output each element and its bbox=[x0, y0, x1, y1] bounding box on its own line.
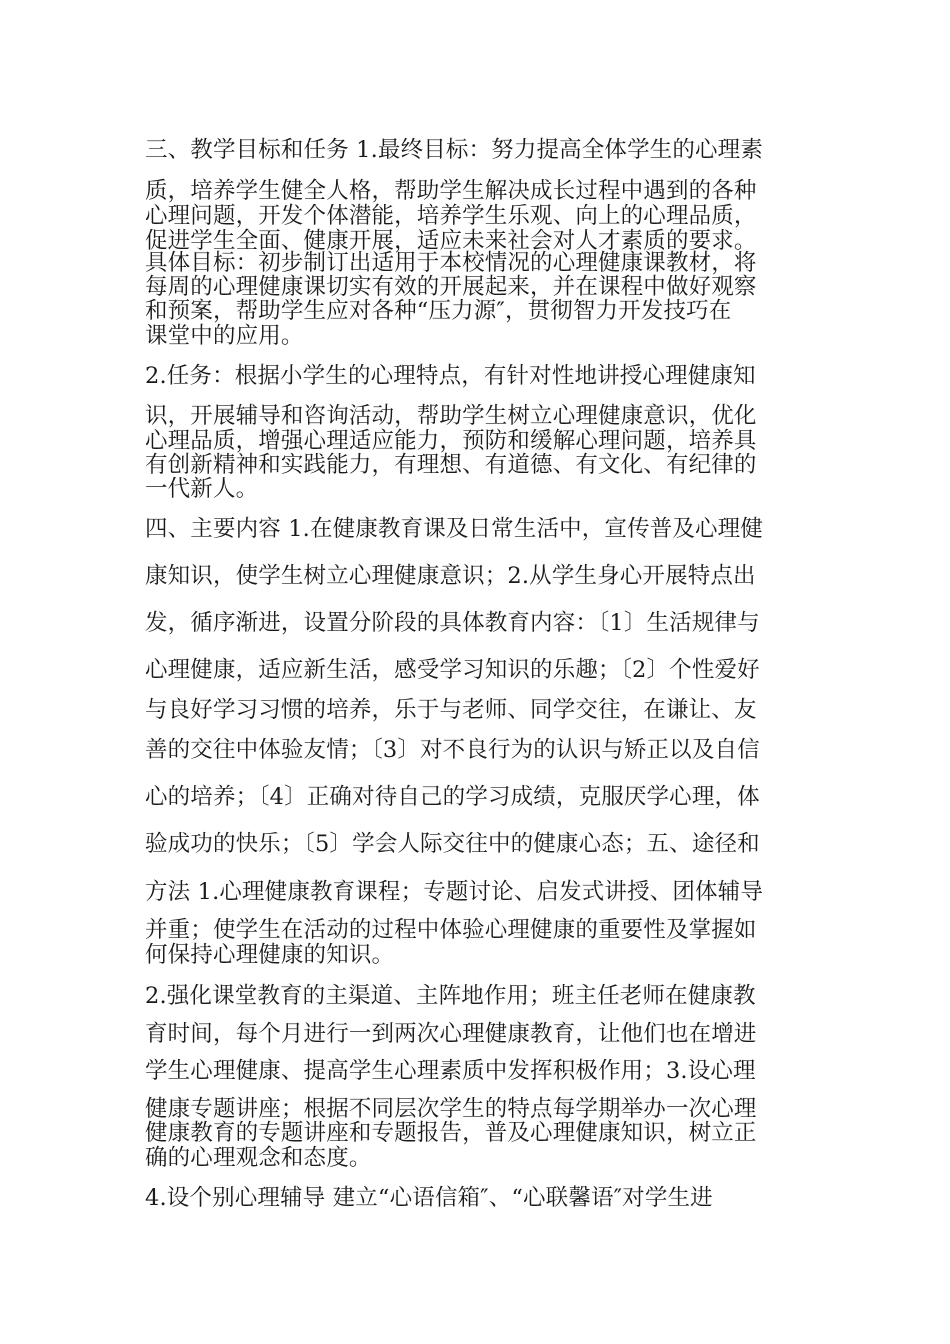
text-line: 和预案，帮助学生应对各种“压力源″，贯彻智力开发技巧在 bbox=[145, 298, 732, 324]
text-line: 四、主要内容 1.在健康教育课及日常生活中，宣传普及心理健 bbox=[145, 516, 763, 542]
text-line: 一代新人。 bbox=[145, 476, 259, 502]
text-line: 心的培养；〔4〕正确对待自己的学习成绩，克服厌学心理，体 bbox=[145, 784, 760, 810]
text-line: 何保持心理健康的知识。 bbox=[145, 942, 395, 968]
text-line: 4.设个别心理辅导 建立“心语信箱″、“心联馨语″对学生进 bbox=[145, 1185, 713, 1211]
text-line: 心理健康，适应新生活，感受学习知识的乐趣；〔2〕个性爱好 bbox=[145, 657, 760, 683]
text-line: 识，开展辅导和咨询活动，帮助学生树立心理健康意识，优化 bbox=[145, 403, 757, 429]
text-line: 2.任务：根据小学生的心理特点，有针对性地讲授心理健康知 bbox=[145, 363, 756, 389]
text-line: 方法 1.心理健康教育课程；专题讨论、启发式讲授、团体辅导 bbox=[145, 879, 763, 905]
text-line: 育时间，每个月进行一到两次心理健康教育，让他们也在增进 bbox=[145, 1021, 757, 1047]
text-line: 具体目标：初步制订出适用于本校情况的心理健康课教材，将 bbox=[145, 250, 757, 276]
text-line: 康知识，使学生树立心理健康意识；2.从学生身心开展特点出 bbox=[145, 563, 756, 589]
text-line: 验成功的快乐；〔5〕学会人际交往中的健康心态；五、途径和 bbox=[145, 831, 760, 857]
text-line: 质，培养学生健全人格，帮助学生解决成长过程中遇到的各种 bbox=[145, 178, 757, 204]
text-line: 每周的心理健康课切实有效的开展起来，并在课程中做好观察 bbox=[145, 274, 757, 300]
text-line: 2.强化课堂教育的主渠道、主阵地作用；班主任老师在健康教 bbox=[145, 983, 756, 1009]
text-line: 学生心理健康、提高学生心理素质中发挥积极作用；3.设心理 bbox=[145, 1058, 756, 1084]
text-line: 健康教育的专题讲座和专题报告，普及心理健康知识，树立正 bbox=[145, 1120, 757, 1146]
text-line: 促进学生全面、健康开展，适应未来社会对人才素质的要求。 bbox=[145, 228, 757, 254]
text-line: 三、教学目标和任务 1.最终目标：努力提高全体学生的心理素 bbox=[145, 137, 763, 163]
text-line: 有创新精神和实践能力，有理想、有道德、有文化、有纪律的 bbox=[145, 452, 757, 478]
text-line: 善的交往中体验友情；〔3〕对不良行为的认识与矫正以及自信 bbox=[145, 737, 760, 763]
text-line: 并重；使学生在活动的过程中体验心理健康的重要性及掌握如 bbox=[145, 917, 757, 943]
text-line: 心理品质，增强心理适应能力，预防和缓解心理问题，培养具 bbox=[145, 428, 757, 454]
text-line: 心理问题，开发个体潜能，培养学生乐观、向上的心理品质， bbox=[145, 203, 757, 229]
text-line: 健康专题讲座；根据不同层次学生的特点每学期举办一次心理 bbox=[145, 1096, 757, 1122]
text-line: 确的心理观念和态度。 bbox=[145, 1145, 372, 1171]
text-line: 课堂中的应用。 bbox=[145, 323, 304, 349]
text-line: 与良好学习习惯的培养，乐于与老师、同学交往，在谦让、友 bbox=[145, 697, 757, 723]
text-line: 发，循序渐进，设置分阶段的具体教育内容：〔1〕生活规律与 bbox=[145, 610, 760, 636]
